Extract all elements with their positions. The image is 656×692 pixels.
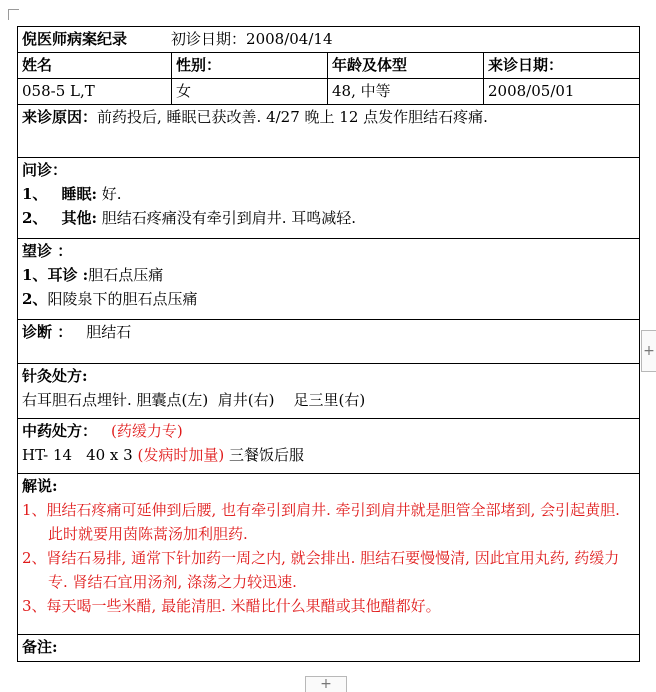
explanation-item-num: 1、 [22, 501, 47, 519]
patient-id: 058-5 L,T [18, 79, 172, 105]
acupuncture-text: 右耳胆石点埋针. 胆囊点(左) 肩井(右) 足三里(右) [22, 391, 366, 409]
explanation-item [22, 594, 635, 618]
explanation-cell [18, 474, 640, 635]
first-visit-date: 2008/04/14 [246, 30, 333, 48]
observation-label: 望诊 ： [22, 242, 73, 260]
remarks-row [18, 635, 640, 662]
explanation-item-num: 3、 [22, 597, 47, 615]
sex-label: 性别： [172, 53, 328, 79]
explanation-item [22, 546, 635, 594]
inquiry-item [22, 206, 635, 230]
add-column-button[interactable]: + [641, 330, 656, 372]
herbal-dose: 40 x 3 [86, 446, 133, 464]
observation-item [22, 287, 635, 311]
inquiry-item-text: 胆结石疼痛没有牵引到肩井. 耳鸣减轻. [101, 209, 357, 227]
acupuncture-label: 针灸处方: [22, 367, 88, 385]
reason-cell [18, 105, 640, 158]
inquiry-cell [18, 158, 640, 239]
herbal-code: HT- 14 [22, 446, 73, 464]
herbal-row [18, 419, 640, 474]
observation-item-key: 耳诊 : [47, 266, 89, 284]
add-row-button[interactable]: + [305, 676, 347, 692]
herbal-note: (药缓力专) [111, 422, 183, 440]
header-row [18, 27, 640, 53]
inquiry-item-num: 1、 [22, 185, 48, 203]
diagnosis-text: 胆结石 [86, 323, 132, 341]
record-title: 倪医师病案纪录 [22, 30, 128, 48]
explanation-item-num: 2、 [22, 549, 47, 567]
inquiry-item-key: 其他: [61, 209, 97, 227]
explanation-row [18, 474, 640, 635]
remarks-label: 备注: [22, 638, 58, 656]
reason-label: 来诊原因： [22, 108, 98, 126]
reason-row [18, 105, 640, 158]
observation-item-num: 1、 [22, 266, 48, 284]
observation-item-num: 2、 [22, 290, 48, 308]
reason-text: 前药投后, 睡眠已获改善. 4/27 晚上 12 点发作胆结石疼痛. [97, 108, 488, 126]
patient-visit-date: 2008/05/01 [484, 79, 640, 105]
inquiry-row [18, 158, 640, 239]
observation-item-text: 胆石点压痛 [88, 266, 164, 284]
herbal-schedule: 三餐饭后服 [229, 446, 305, 464]
patient-row [18, 79, 640, 105]
remarks-cell[interactable] [18, 635, 640, 662]
diagnosis-row [18, 320, 640, 364]
patient-sex: 女 [172, 79, 328, 105]
visit-date-label: 来诊日期： [484, 53, 640, 79]
column-header-row [18, 53, 640, 79]
explanation-item-text: 肾结石易排, 通常下针加药一周之内, 就会排出. 胆结石要慢慢清, 因此宜用丸药, 药缓力专. 肾结石宜用汤剂, 涤荡之力较迅速. [46, 549, 620, 591]
herbal-cell [18, 419, 640, 474]
inquiry-item-num: 2、 [22, 209, 48, 227]
explanation-label: 解说: [22, 477, 58, 495]
explanation-item-text: 每天喝一些米醋, 最能清胆. 米醋比什么果醋或其他醋都好。 [46, 597, 441, 615]
diagnosis-cell [18, 320, 640, 364]
medical-record-table [17, 26, 640, 662]
inquiry-item-key: 睡眠: [61, 185, 97, 203]
name-label: 姓名 [18, 53, 172, 79]
header-cell [18, 27, 640, 53]
acupuncture-cell [18, 364, 640, 419]
diagnosis-label: 诊断 ： [22, 323, 73, 341]
herbal-dose-note: (发病时加量) [137, 446, 225, 464]
inquiry-label: 问诊： [22, 161, 68, 179]
acupuncture-row [18, 364, 640, 419]
observation-item [22, 263, 635, 287]
explanation-item [22, 498, 635, 546]
observation-item-text: 阳陵泉下的胆石点压痛 [47, 290, 198, 308]
observation-cell [18, 239, 640, 320]
explanation-item-text: 胆结石疼痛可延伸到后腰, 也有牵引到肩井. 牵引到肩井就是胆管全部堵到, 会引起黄胆. 此时就要用茵陈蒿汤加利胆药. [46, 501, 620, 543]
table-move-corner[interactable] [8, 9, 19, 20]
first-visit-label: 初诊日期： [171, 30, 247, 48]
patient-age-build: 48, 中等 [328, 79, 484, 105]
age-build-label: 年龄及体型 [328, 53, 484, 79]
inquiry-item-text: 好. [101, 185, 122, 203]
observation-row [18, 239, 640, 320]
herbal-label: 中药处方： [22, 422, 98, 440]
inquiry-item [22, 182, 635, 206]
